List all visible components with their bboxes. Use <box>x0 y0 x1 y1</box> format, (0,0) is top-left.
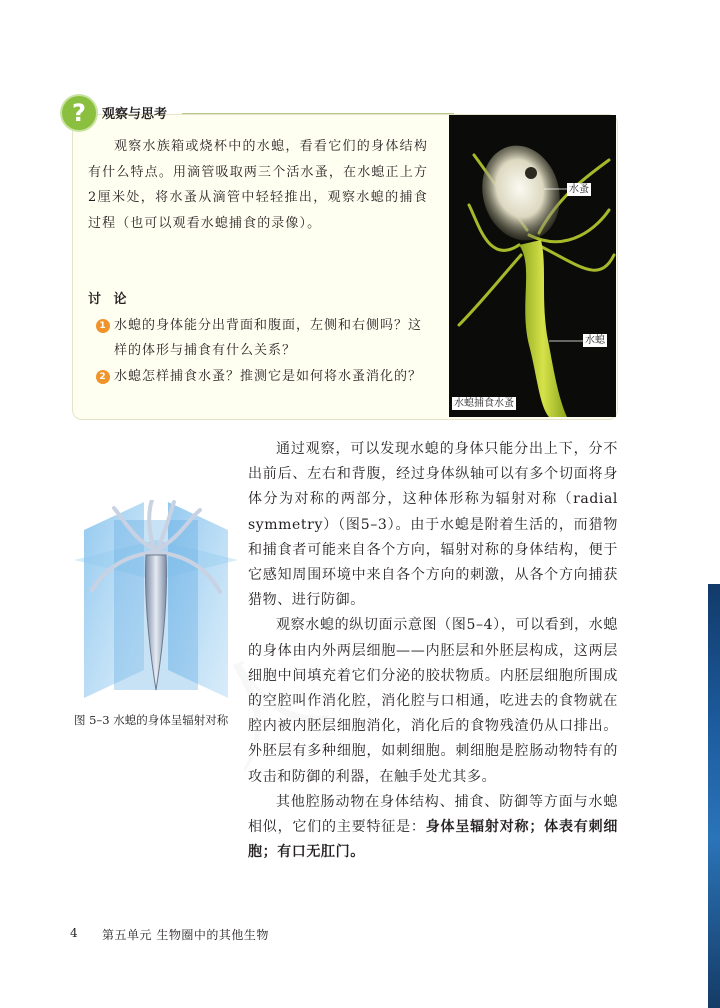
discussion-question <box>96 314 432 363</box>
radial-symmetry-figure <box>74 500 238 700</box>
observation-header <box>62 96 458 132</box>
discussion-questions <box>96 314 432 392</box>
observation-text <box>88 134 428 236</box>
hydra-photo <box>449 115 616 417</box>
page-number: 4 <box>70 926 78 940</box>
side-tab <box>708 584 720 1008</box>
figure-caption: 图 5–3 水螅的身体呈辐射对称 <box>74 713 229 727</box>
observation-title: 观察与思考 <box>102 107 168 122</box>
daphnia-label: 水蚤 <box>569 184 589 195</box>
characteristics-summary: 身体呈辐射对称；体表有刺细胞；有口无肛门。 <box>248 819 618 861</box>
question-number-badge: 1 <box>96 319 110 333</box>
main-text <box>248 437 618 865</box>
question-number-badge: 2 <box>96 370 110 384</box>
photo-caption: 水螅捕食水蚤 <box>454 398 514 409</box>
paragraph-characteristics <box>248 790 618 866</box>
paragraph-radial-symmetry: 通过观察，可以发现水螅的身体只能分出上下，分不出前后、左右和背腹，经过身体纵轴可以有多个切面将身体分为对称的两部分，这种体形称为辐射对称（radial symmetry）（图5–3）。由于水螅是附着生活的，而猎物和捕食者可能来自各个方向，辐射对称的身体结构，便于它感知周围环境中来自各个方向的刺激，从各个方向捕获猎物、进行防御。 <box>248 441 618 609</box>
discussion-question <box>96 365 432 390</box>
question-mark-icon: ? <box>62 96 96 130</box>
unit-title: 第五单元 生物圈中的其他生物 <box>102 928 269 942</box>
hydra-label: 水螅 <box>585 335 605 346</box>
characteristics-intro: 其他腔肠动物在身体结构、捕食、防御等方面与水螅相似，它们的主要特征是： <box>248 793 618 836</box>
paragraph-body-layers: 观察水螅的纵切面示意图（图5–4），可以看到，水螅的身体由内外两层细胞——内胚层和外胚层构成，这两层细胞中间填充着它们分泌的胶状物质。内胚层细胞所围成的空腔叫作消化腔，消化腔与口相通，吃进去的食物就在腔内被内胚层细胞消化，消化后的食物残渣仍从口排出。外胚层有多种细胞，如刺细胞。刺细胞是腔肠动物特有的攻击和防御的利器，在触手处尤其多。 <box>248 617 618 785</box>
header-divider <box>182 113 454 114</box>
question-text: 水螅怎样捕食水蚤？推测它是如何将水蚤消化的？ <box>114 369 423 384</box>
discussion-heading: 讨 论 <box>88 292 131 307</box>
question-text: 水螅的身体能分出背面和腹面，左侧和右侧吗？这样的体形与捕食有什么关系？ <box>114 318 423 358</box>
observation-paragraph: 观察水族箱或烧杯中的水螅，看看它们的身体结构有什么特点。用滴管吸取两三个活水蚤，在水螅正上方2厘米处，将水蚤从滴管中轻轻推出，观察水螅的捕食过程（也可以观看水螅捕食的录像）。 <box>88 139 428 231</box>
